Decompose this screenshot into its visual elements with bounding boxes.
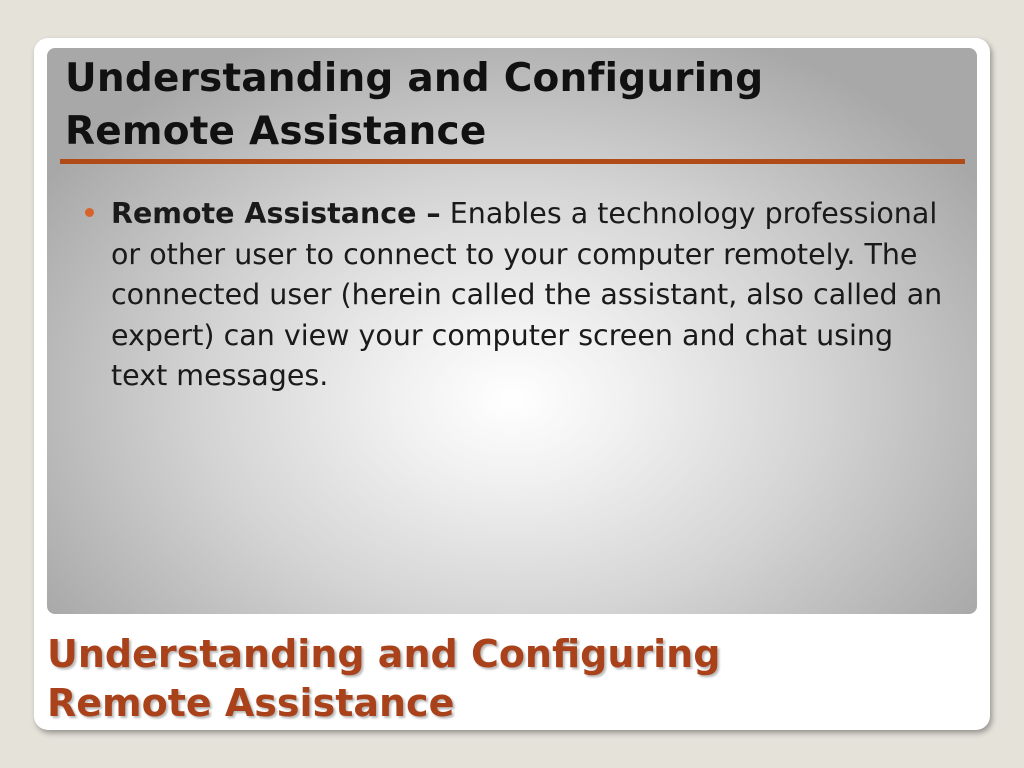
bullet-dot-icon [85,208,94,217]
footer-title-line-1: Understanding and Configuring [47,632,721,676]
slide-title-line-2: Remote Assistance [65,109,487,154]
slide-title-line-1: Understanding and Configuring [65,56,764,101]
title-divider [60,159,965,164]
bullet-list [84,194,944,397]
footer-title [47,630,947,728]
bullet-term: Remote Assistance – [111,197,441,230]
bullet-item [84,194,944,397]
bullet-text: Enables a technology professional or other user to connect to your computer remotely. The connected user (herein called the assistant, also called an expert) can view your computer screen and chat using text messages. [111,197,943,392]
slide-title [65,52,945,158]
footer-title-line-2: Remote Assistance [47,681,455,725]
